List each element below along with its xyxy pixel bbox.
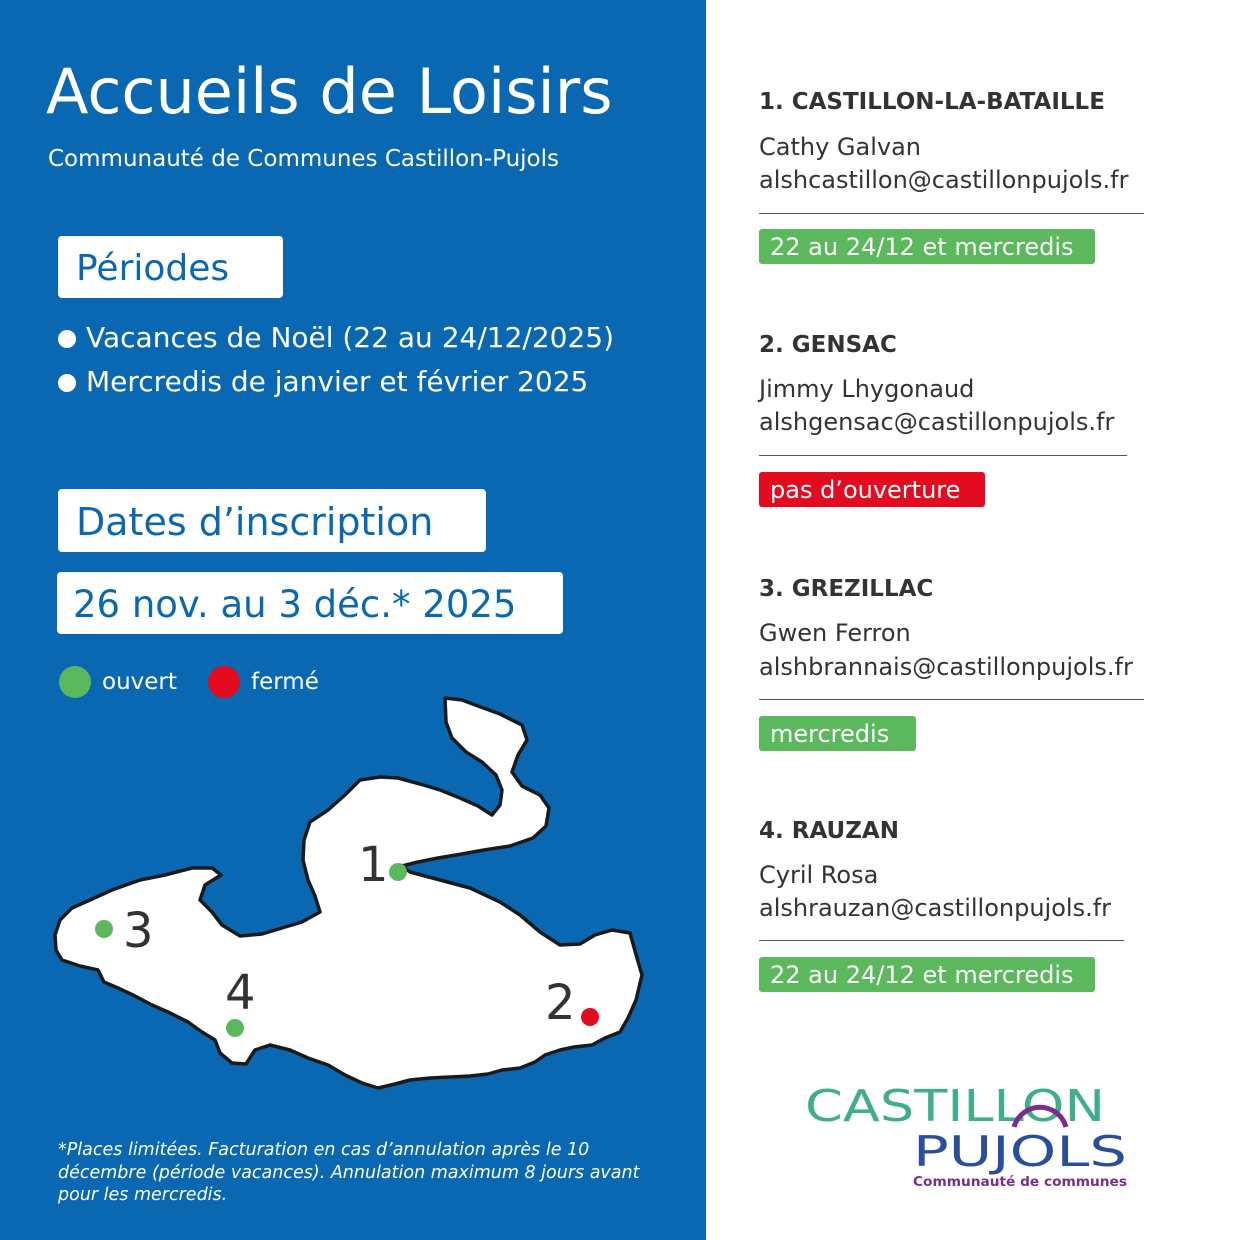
- inscription-range-box: [57, 572, 563, 634]
- periodes-label: Périodes: [76, 248, 230, 289]
- center-3-tag: [759, 716, 916, 751]
- center-2-heading: 2. GENSAC: [759, 332, 897, 358]
- center-4-heading: 4. RAUZAN: [759, 818, 899, 844]
- logo-line2: PUJOLS: [913, 1127, 1127, 1176]
- map-marker-4: [226, 1019, 244, 1037]
- center-1-divider: [759, 213, 1144, 214]
- inscription-range: 26 nov. au 3 déc.* 2025: [73, 583, 517, 626]
- center-4-tag: [759, 957, 1095, 992]
- center-1-person: Cathy Galvan: [759, 133, 922, 161]
- bullet-icon: [58, 330, 76, 348]
- page-subtitle: Communauté de Communes Castillon-Pujols: [48, 146, 559, 172]
- legend-open-label: ouvert: [102, 669, 177, 695]
- logo-tagline: Communauté de communes: [913, 1175, 1128, 1190]
- inscription-box: [58, 489, 486, 552]
- map-marker-3: [95, 920, 113, 938]
- inscription-label: Dates d’inscription: [76, 500, 434, 544]
- center-1-email[interactable]: alshcastillon@castillonpujols.fr: [759, 166, 1129, 194]
- territory-map: [40, 680, 670, 1100]
- map-label-1: 1: [358, 837, 389, 893]
- periode-item-mercredis: [58, 362, 698, 402]
- map-label-2: 2: [545, 975, 576, 1031]
- logo-line1: CASTILLON: [805, 1081, 1105, 1132]
- center-4-email[interactable]: alshrauzan@castillonpujols.fr: [759, 894, 1112, 922]
- center-1-tag: [759, 229, 1095, 264]
- map-marker-1: [389, 863, 407, 881]
- map-label-4: 4: [225, 965, 256, 1021]
- center-3-person: Gwen Ferron: [759, 619, 911, 647]
- center-2-tag: [759, 472, 985, 507]
- castillon-pujols-logo: [800, 1080, 1140, 1190]
- center-3-email[interactable]: alshbrannais@castillonpujols.fr: [759, 653, 1133, 681]
- map-label-3: 3: [123, 903, 154, 959]
- center-3-divider: [759, 699, 1144, 700]
- periodes-box: [58, 236, 283, 298]
- footnote: *Places limitées. Facturation en cas d’annulation après le 10 décembre (période vacances). Annulation maximum 8 jours avant pour les mercredis.: [58, 1140, 640, 1205]
- center-3-heading: 3. GREZILLAC: [759, 576, 934, 602]
- bullet-icon: [58, 374, 76, 392]
- periode-item-text: Mercredis de janvier et février 2025: [86, 365, 589, 398]
- legend-closed-label: fermé: [251, 669, 319, 695]
- center-4-person: Cyril Rosa: [759, 861, 879, 889]
- center-3-tag-label: mercredis: [770, 720, 890, 748]
- periode-item-noel: [58, 318, 698, 358]
- center-2-tag-label: pas d’ouverture: [770, 476, 961, 504]
- center-1-tag-label: 22 au 24/12 et mercredis: [770, 233, 1074, 261]
- center-2-email[interactable]: alshgensac@castillonpujols.fr: [759, 408, 1115, 436]
- map-marker-2: [581, 1008, 599, 1026]
- periode-item-text: Vacances de Noël (22 au 24/12/2025): [86, 321, 614, 354]
- center-2-person: Jimmy Lhygonaud: [759, 375, 975, 403]
- center-4-divider: [759, 940, 1124, 941]
- page-title: Accueils de Loisirs: [46, 55, 613, 128]
- center-4-tag-label: 22 au 24/12 et mercredis: [770, 961, 1074, 989]
- center-2-divider: [759, 455, 1127, 456]
- center-1-heading: 1. CASTILLON-LA-BATAILLE: [759, 89, 1105, 115]
